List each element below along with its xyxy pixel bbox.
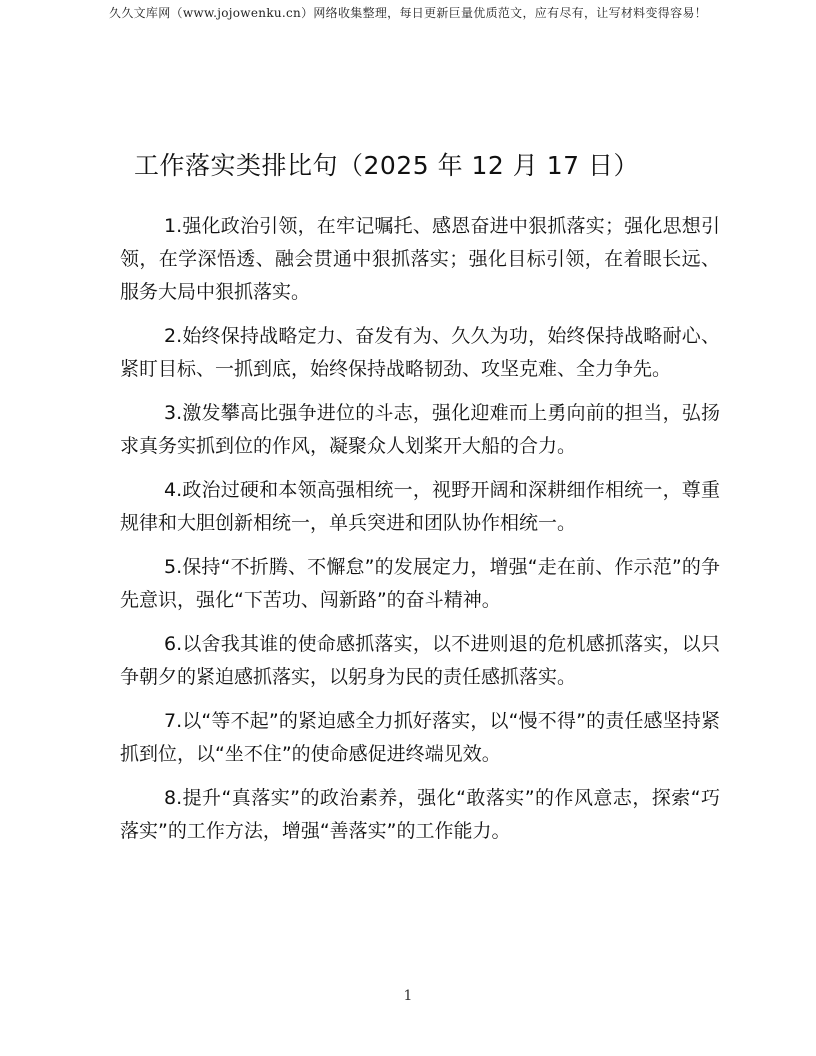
paragraph-1: 1.强化政治引领，在牢记嘱托、感恩奋进中狠抓落实；强化思想引领，在学深悟透、融会贯通中狠抓落实；强化目标引领，在着眼长远、服务大局中狠抓落实。	[120, 215, 720, 303]
page-number: 1	[403, 988, 413, 1004]
paragraph-4: 4.政治过硬和本领高强相统一，视野开阔和深耕细作相统一，尊重规律和大胆创新相统一，单兵突进和团队协作相统一。	[120, 479, 720, 534]
paragraph-2: 2.始终保持战略定力、奋发有为、久久为功，始终保持战略耐心、紧盯目标、一抓到底，始终保持战略韧劲、攻坚克难、全力争先。	[120, 325, 720, 380]
paragraph-6: 6.以舍我其谁的使命感抓落实，以不进则退的危机感抓落实，以只争朝夕的紧迫感抓落实，以躬身为民的责任感抓落实。	[120, 633, 720, 688]
paragraph-8: 8.提升“真落实”的政治素养，强化“敢落实”的作风意志，探索“巧落实”的工作方法，增强“善落实”的工作能力。	[120, 787, 720, 842]
document-body	[120, 210, 720, 859]
paragraph-7: 7.以“等不起”的紧迫感全力抓好落实，以“慢不得”的责任感坚持紧抓到位，以“坐不住”的使命感促进终端见效。	[120, 710, 720, 765]
paragraph-5: 5.保持“不折腾、不懈怠”的发展定力，增强“走在前、作示范”的争先意识，强化“下苦功、闯新路”的奋斗精神。	[120, 556, 720, 611]
paragraph-3: 3.激发攀高比强争进位的斗志，强化迎难而上勇向前的担当，弘扬求真务实抓到位的作风，凝聚众人划桨开大船的合力。	[120, 402, 720, 457]
site-header-notice: 久久文库网（www.jojowenku.cn）网络收集整理，每日更新巨量优质范文，应有尽有，让写材料变得容易！	[109, 6, 707, 20]
document-title: 工作落实类排比句（2025 年 12 月 17 日）	[134, 151, 639, 180]
